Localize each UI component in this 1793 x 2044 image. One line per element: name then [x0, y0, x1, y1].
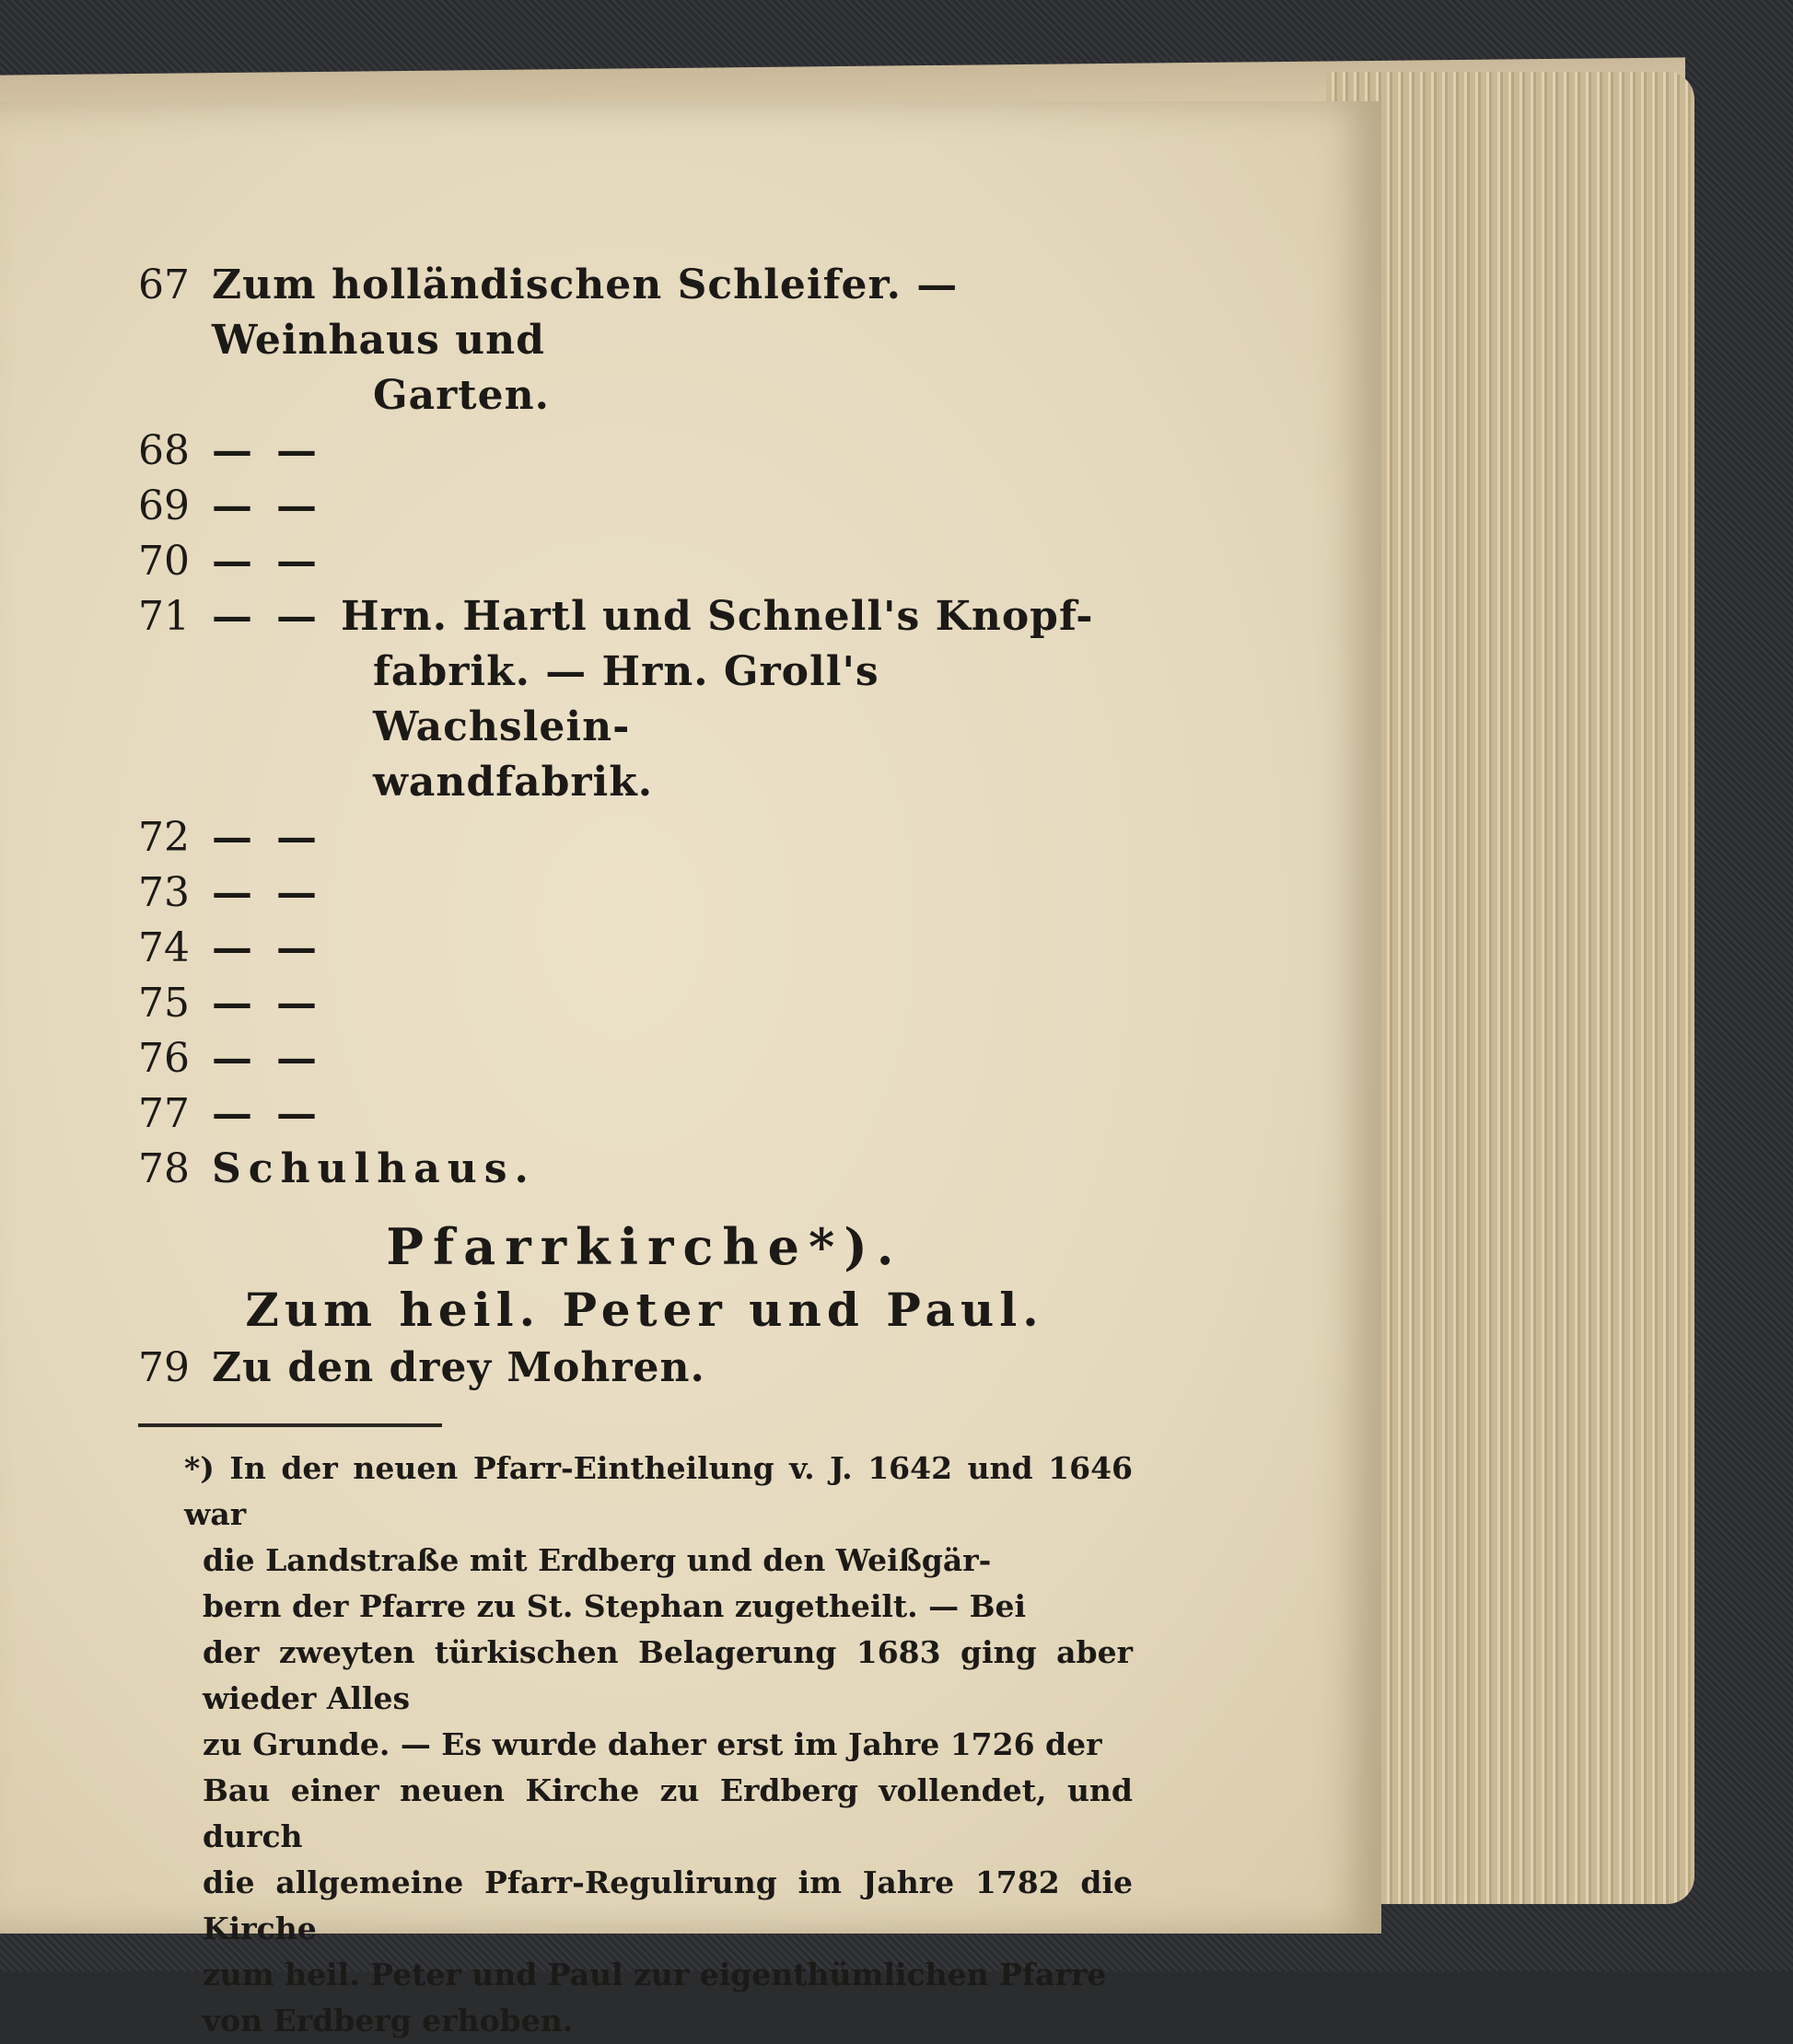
book-page: [0, 101, 1381, 2038]
footnote-line: Bau einer neuen Kirche zu Erdberg vollendet, und durch: [203, 1772, 1133, 1854]
ditto-mark: —: [276, 482, 317, 529]
entry-text: Zu den drey Mohren.: [212, 1344, 705, 1391]
ditto-mark: —: [212, 924, 252, 971]
entry-number: 76: [138, 1035, 190, 1082]
entry-71-continued-2: [138, 755, 1151, 810]
entry-number: 75: [138, 980, 190, 1027]
entry-77: [138, 1086, 1151, 1142]
footnote-line: die Landstraße mit Erdberg und den Weißgär-: [203, 1542, 992, 1578]
footnote-line: *) In der neuen Pfarr-Eintheilung v. J. 1642 und 1646 war: [184, 1450, 1133, 1532]
ditto-mark: —: [212, 427, 252, 474]
ditto-mark: —: [212, 980, 252, 1027]
entry-text: Hrn. Hartl und Schnell's Knopf-: [341, 593, 1094, 640]
ditto-mark: —: [276, 814, 317, 861]
ditto-mark: —: [212, 869, 252, 916]
ditto-mark: —: [276, 869, 317, 916]
entry-71-continued-1: [138, 645, 1151, 755]
entry-68: [138, 424, 1151, 479]
entry-70: [138, 534, 1151, 589]
footnote-line: zu Grunde. — Es wurde daher erst im Jahre 1726 der: [203, 1726, 1102, 1762]
ditto-mark: —: [276, 980, 317, 1027]
entry-number: 78: [138, 1145, 190, 1192]
entry-number: 77: [138, 1090, 190, 1137]
entry-78: [138, 1142, 1151, 1197]
footnote-line: zum heil. Peter und Paul zur eigenthümlichen Pfarre: [203, 1957, 1107, 1992]
entry-number: 67: [138, 261, 190, 308]
entry-71: [138, 589, 1151, 645]
entry-67-continued: [138, 368, 1151, 424]
entry-69: [138, 479, 1151, 534]
entry-number: 73: [138, 869, 190, 916]
entry-number: 71: [138, 593, 190, 640]
ditto-mark: —: [212, 1035, 252, 1082]
entry-number: 79: [138, 1344, 190, 1391]
ditto-mark: —: [276, 1035, 317, 1082]
entry-number: 68: [138, 427, 190, 474]
page-stack-edge: [1326, 72, 1694, 1904]
entry-75: [138, 976, 1151, 1031]
entry-number: 69: [138, 482, 190, 529]
entry-text-cont: Garten.: [373, 372, 550, 419]
entry-76: [138, 1031, 1151, 1086]
footnote-line: die allgemeine Pfarr-Regulirung im Jahre 1782 die Kirche: [203, 1864, 1133, 1946]
entry-72: [138, 810, 1151, 865]
entry-text-cont: wandfabrik.: [373, 759, 654, 806]
footnote-rule: [138, 1423, 442, 1427]
ditto-mark: —: [212, 1090, 252, 1137]
entry-text: Zum holländischen Schleifer. — Weinhaus und: [212, 261, 959, 364]
ditto-mark: —: [276, 593, 317, 640]
entry-number: 70: [138, 538, 190, 585]
footnote: [138, 1446, 1133, 2044]
page-content: [138, 258, 1151, 2044]
entry-67: [138, 258, 1151, 368]
entry-text: Schulhaus.: [212, 1145, 536, 1192]
ditto-mark: —: [276, 427, 317, 474]
entry-73: [138, 865, 1151, 921]
entry-74: [138, 921, 1151, 976]
section-subheading: Zum heil. Peter und Paul.: [245, 1283, 1044, 1337]
entry-number: 74: [138, 924, 190, 971]
ditto-mark: —: [212, 482, 252, 529]
footnote-line: von Erdberg erhoben.: [203, 2003, 574, 2038]
entry-number: 72: [138, 814, 190, 861]
ditto-mark: —: [276, 538, 317, 585]
ditto-mark: —: [212, 814, 252, 861]
footnote-line: der zweyten türkischen Belagerung 1683 ging aber wieder Alles: [203, 1634, 1133, 1716]
ditto-mark: —: [212, 593, 252, 640]
entry-text-cont: fabrik. — Hrn. Groll's Wachslein-: [373, 648, 879, 750]
section-heading: Pfarrkirche*).: [386, 1217, 903, 1276]
ditto-mark: —: [276, 924, 317, 971]
footnote-line: bern der Pfarre zu St. Stephan zugetheilt. — Bei: [203, 1588, 1027, 1624]
entry-79: [138, 1341, 1151, 1396]
ditto-mark: —: [212, 538, 252, 585]
ditto-mark: —: [276, 1090, 317, 1137]
